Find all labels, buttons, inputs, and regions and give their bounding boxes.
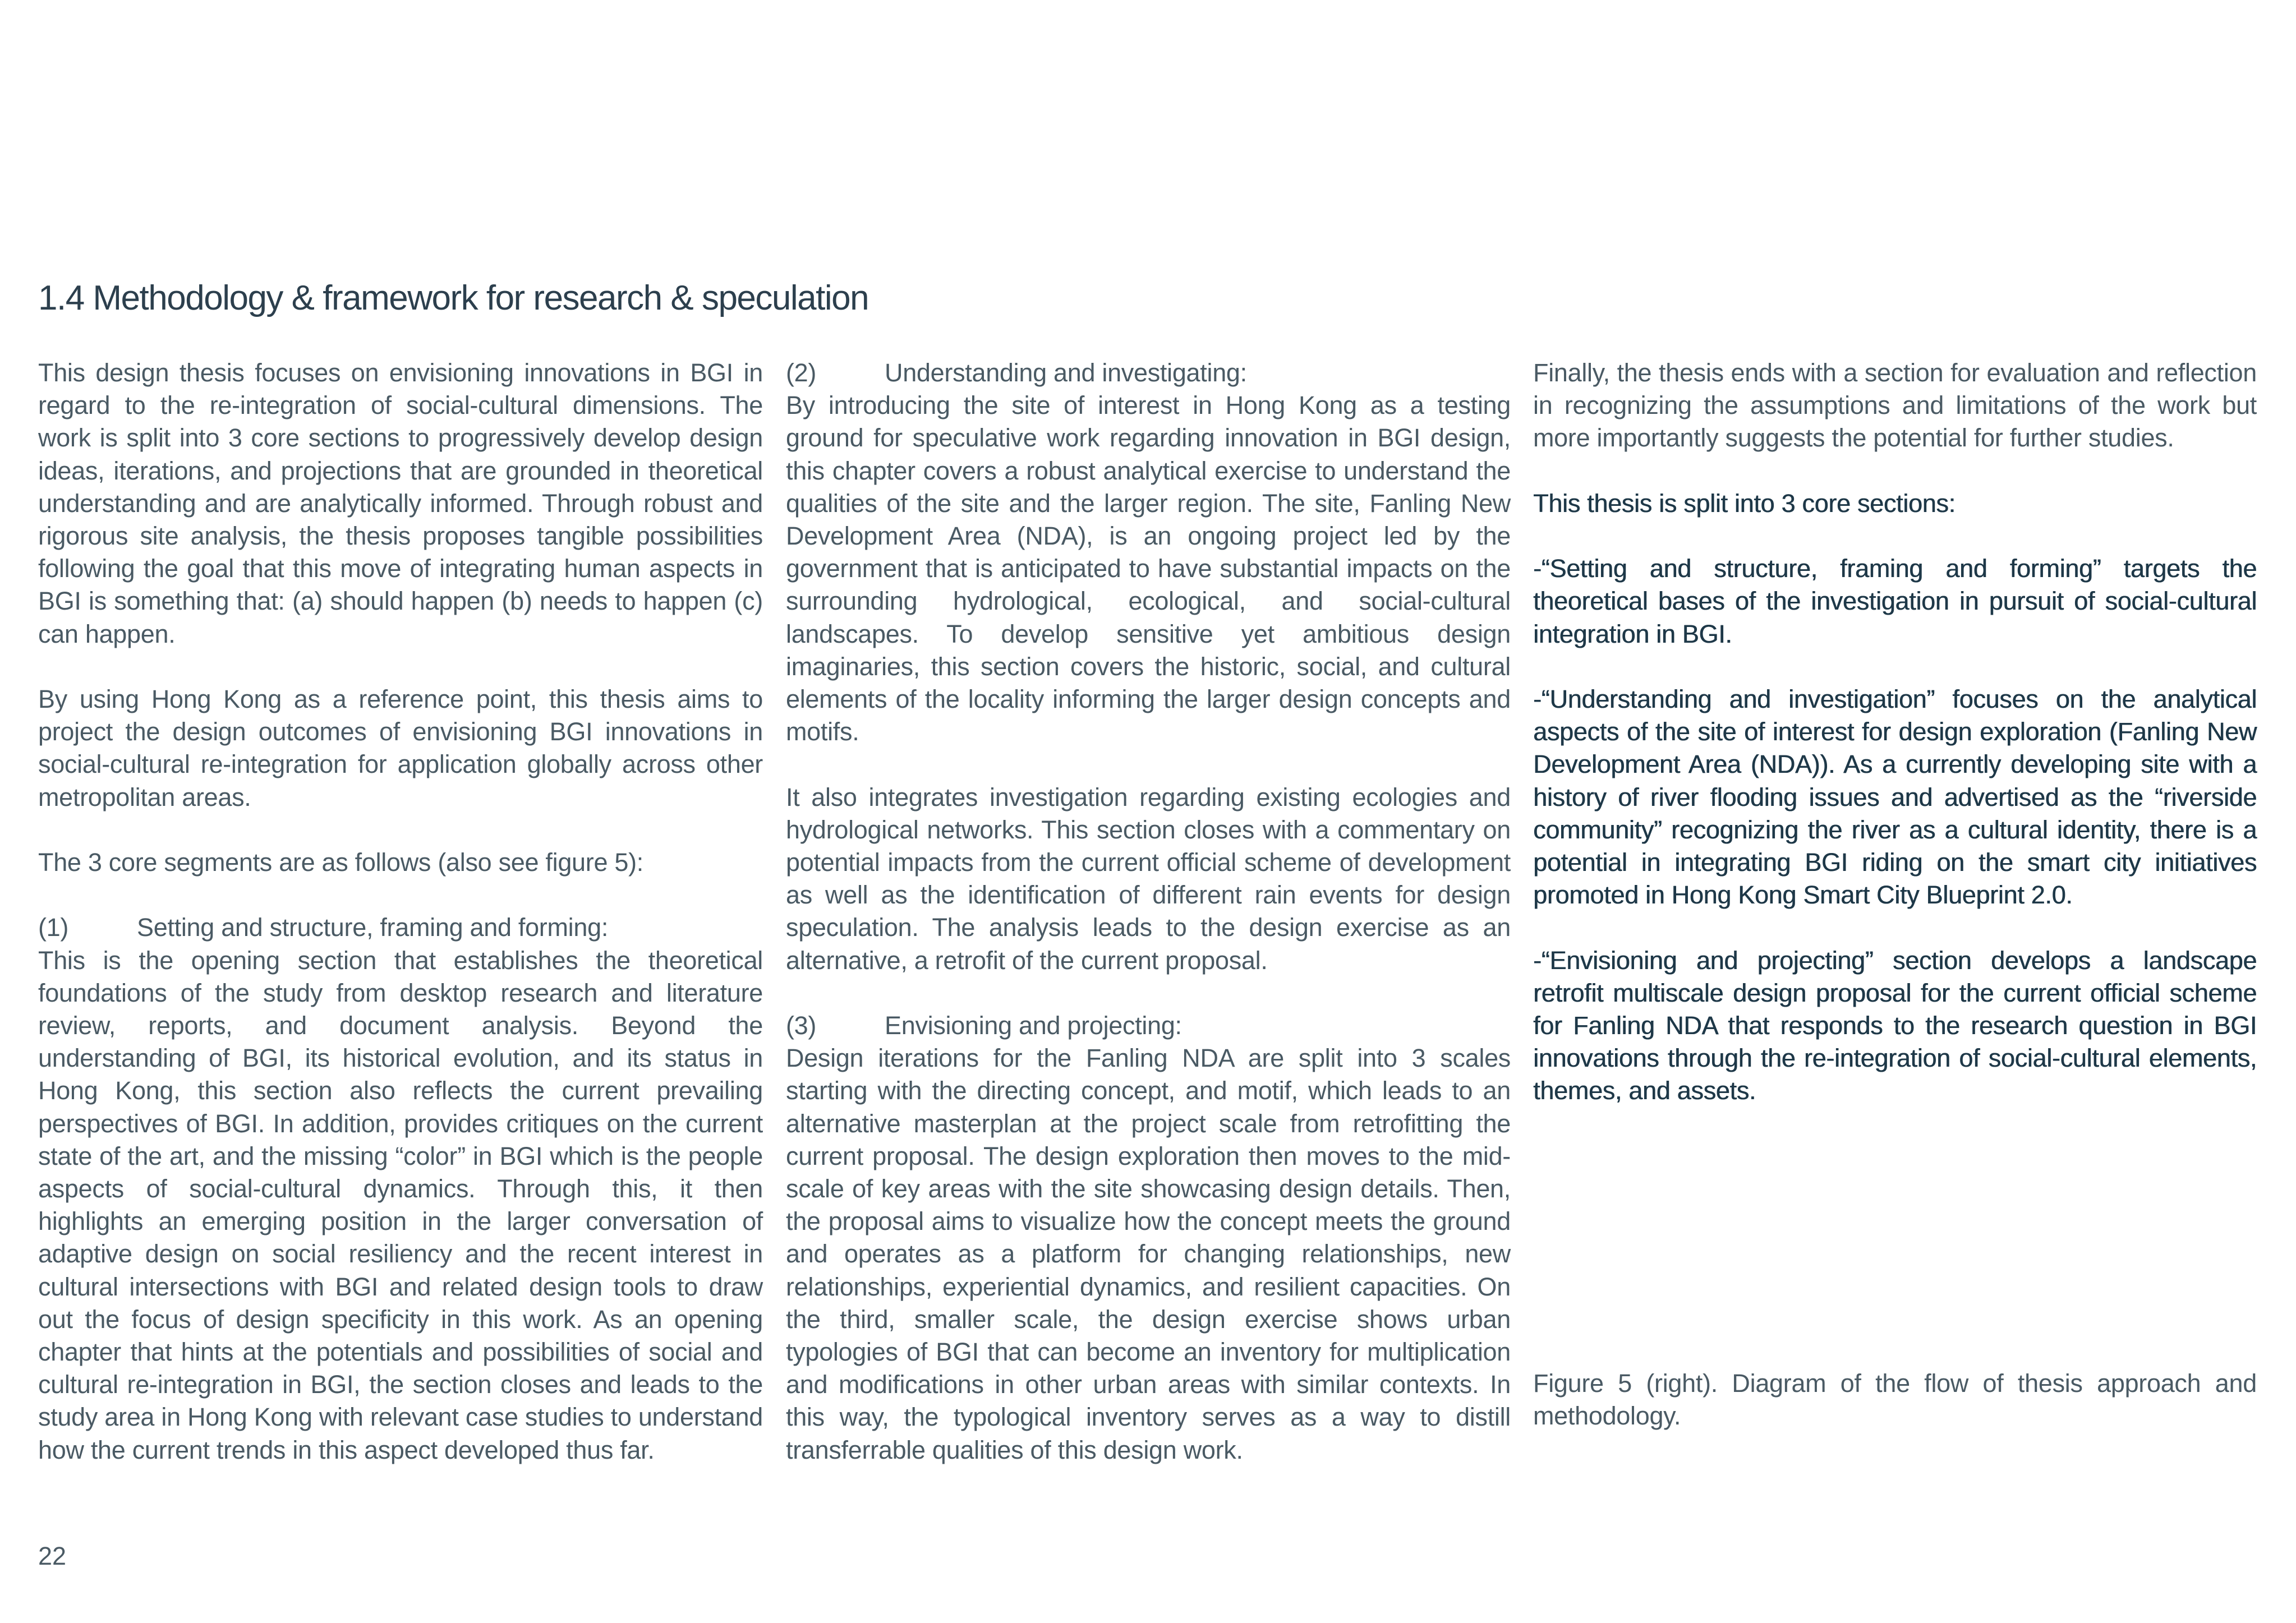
text-column-left [38, 357, 763, 1467]
section-2-body: By introducing the site of interest in Hong Kong as a testing ground for speculative work regarding innovation in BGI design, this chapter covers a robust analytical exercise to understand the qualities of the site and the larger region. The site, Fanling New Development Area (NDA), is an ongoing project led by the government that is anticipated to have substantial impacts on the surrounding hydrological, ecological, and social-cultural landscapes. To develop sensitive yet ambitious design imaginaries, this section covers the historic, social, and cultural elements of the locality informing the larger design concepts and motifs. [786, 391, 1511, 746]
section-1-body: This is the opening section that establishes the theoretical foundations of the study from desktop research and literature review, reports, and document analysis. Beyond the understanding of BGI, its historical evolution, and its status in Hong Kong, this section also reflects the current prevailing perspectives of BGI. In addition, provides critiques on the current state of the art, and the missing “color” in BGI which is the people aspects of social-cultural dynamics. Through this, it then highlights an emerging position in the larger conversation of adaptive design on social resiliency and the recent interest in cultural intersections with BGI and related design tools to draw out the focus of design specificity in this work. As an opening chapter that hints at the potentials and possibilities of social and cultural re-integration in BGI, the section closes and leads to the study area in Hong Kong with relevant case studies to understand how the current trends in this aspect developed thus far. [38, 946, 763, 1464]
page-title: 1.4 Methodology & framework for research & speculation [38, 279, 869, 317]
section-1-number: (1) [38, 913, 69, 942]
text-column-middle [786, 357, 1511, 1467]
page-number: 22 [38, 1542, 67, 1570]
section-3-title: Envisioning and projecting: [885, 1011, 1182, 1040]
conclusion-paragraph: Finally, the thesis ends with a section for evaluation and reflection in recognizing the assumptions and limitations of the work but more importantly suggests the potential for further studies. [1533, 358, 2257, 453]
core-section-item-1: -“Setting and structure, framing and forming” targets the theoretical bases of the investigation in pursuit of social-cultural integration in BGI. [1533, 554, 2257, 648]
figure-caption: Figure 5 (right). Diagram of the flow of thesis approach and methodology. [1533, 1369, 2257, 1431]
core-section-item-2: -“Understanding and investigation” focuses on the analytical aspects of the site of interest for design exploration (Fanling New Development Area (NDA)). As a currently developing site with a history of river flooding issues and advertised as the “riverside community” recognizing the river as a cultural identity, there is a potential in integrating BGI riding on the smart city initiatives promoted in Hong Kong Smart City Blueprint 2.0. [1533, 684, 2257, 910]
reference-paragraph: By using Hong Kong as a reference point, this thesis aims to project the design outcomes of envisioning BGI innovations in social-cultural re-integration for application globally across other metropolitan areas. [38, 685, 763, 811]
section-1-title: Setting and structure, framing and forming: [137, 913, 609, 942]
core-sections-heading: This thesis is split into 3 core sections: [1533, 488, 1955, 518]
core-section-item-3: -“Envisioning and projecting” section develops a landscape retrofit multiscale design proposal for the current official scheme for Fanling NDA that responds to the research question in BGI innovations through the re-integration of social-cultural elements, themes, and assets. [1533, 946, 2257, 1105]
section-2-number: (2) [786, 358, 817, 387]
text-column-right [1533, 357, 2257, 1108]
segments-intro-paragraph: The 3 core segments are as follows (also see figure 5): [38, 848, 644, 877]
section-2-body-continued: It also integrates investigation regarding existing ecologies and hydrological networks. This section closes with a commentary on potential impacts from the current official scheme of development as well as the identification of different rain events for design speculation. The analysis leads to the design exercise as an alternative, a retrofit of the current proposal. [786, 782, 1511, 975]
section-3-heading [786, 1009, 1511, 1042]
section-3-number: (3) [786, 1011, 817, 1040]
section-1-heading [38, 911, 763, 944]
section-2-title: Understanding and investigating: [885, 358, 1247, 387]
section-2-heading [786, 357, 1511, 389]
intro-paragraph: This design thesis focuses on envisioning innovations in BGI in regard to the re-integration of social-cultural dimensions. The work is split into 3 core sections to progressively develop design ideas, iterations, and projections that are grounded in theoretical understanding and are analytically informed. Through robust and rigorous site analysis, the thesis proposes tangible possibilities following the goal that this move of integrating human aspects in BGI is something that: (a) should happen (b) needs to happen (c) can happen. [38, 358, 763, 648]
section-3-body: Design iterations for the Fanling NDA are split into 3 scales starting with the directing concept, and motif, which leads to an alternative masterplan at the project scale from retrofitting the current proposal. The design exploration then moves to the mid-scale of key areas with the site showcasing design details. Then, the proposal aims to visualize how the concept meets the ground and operates as a platform for changing relationships, new relationships, experiential dynamics, and resilient capacities. On the third, smaller scale, the design exercise shows urban typologies of BGI that can become an inventory for multiplication and modifications in other urban areas with similar contexts. In this way, the typological inventory serves as a way to distill transferrable qualities of this design work. [786, 1044, 1511, 1464]
